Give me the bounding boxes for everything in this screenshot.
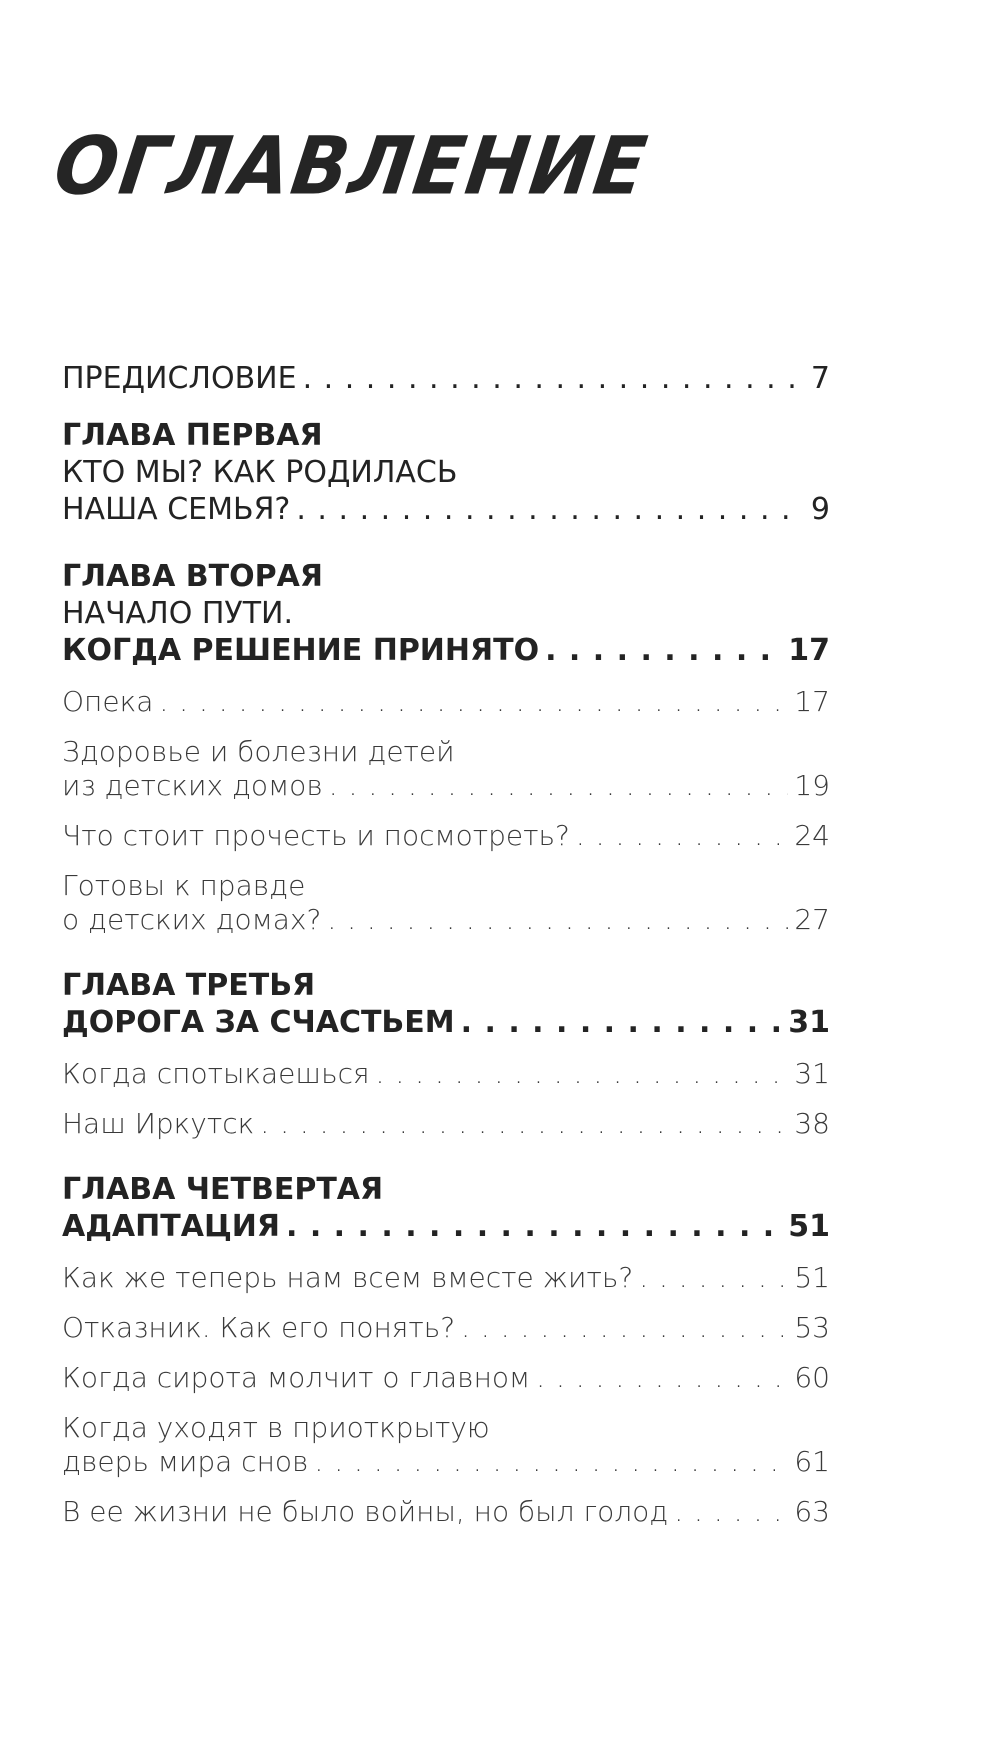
dot-leader: [639, 1261, 788, 1295]
toc-section[interactable]: [62, 819, 830, 853]
toc-entry-title: ПРЕДИСЛОВИЕ: [62, 361, 297, 396]
section-title: Опека: [62, 685, 154, 718]
chapter-label: ГЛАВА ТРЕТЬЯ: [62, 968, 316, 1003]
dot-leader: [536, 1361, 788, 1395]
section-title: Когда спотыкаешься: [62, 1057, 370, 1090]
page-number: 17: [794, 685, 830, 718]
toc-entry-preface[interactable]: [62, 360, 830, 397]
section-title: Готовы к правде: [62, 869, 306, 902]
toc-chapter-2[interactable]: [62, 558, 830, 669]
dot-leader: [327, 903, 788, 937]
section-title: Когда сирота молчит о главном: [62, 1361, 531, 1394]
page-number: 7: [810, 361, 830, 396]
chapter-label: ГЛАВА ВТОРАЯ: [62, 559, 323, 594]
chapter-title-line: НАЧАЛО ПУТИ.: [62, 596, 294, 631]
toc-section[interactable]: [62, 1261, 830, 1295]
section-title: из детских домов: [62, 769, 323, 802]
page-number: 31: [788, 1005, 830, 1040]
chapter-title-line: КОГДА РЕШЕНИЕ ПРИНЯТО: [62, 633, 540, 668]
page-number: 60: [794, 1361, 830, 1394]
dot-leader: [576, 819, 788, 853]
table-of-contents: [62, 360, 830, 1529]
section-title: Когда уходят в приоткрытую: [62, 1411, 490, 1444]
toc-section[interactable]: [62, 1495, 830, 1529]
dot-leader: [303, 360, 805, 397]
toc-chapter-4[interactable]: [62, 1171, 830, 1245]
section-title: Как же теперь нам всем вместе жить?: [62, 1261, 634, 1294]
page-number: 27: [794, 903, 830, 936]
toc-section[interactable]: [62, 1107, 830, 1141]
page-number: 53: [794, 1311, 830, 1344]
page-number: 19: [794, 769, 830, 802]
page-number: 38: [794, 1107, 830, 1140]
dot-leader: [286, 1208, 782, 1245]
chapter-title-line: ДОРОГА ЗА СЧАСТЬЕМ: [62, 1005, 455, 1040]
chapter-title-line: КТО МЫ? КАК РОДИЛАСЬ: [62, 455, 458, 490]
toc-section[interactable]: [62, 1057, 830, 1091]
section-title: Что стоит прочесть и посмотреть?: [62, 819, 570, 852]
section-title: Здоровье и болезни детей: [62, 735, 455, 768]
page-number: 51: [788, 1209, 830, 1244]
toc-section[interactable]: [62, 1411, 830, 1479]
toc-section[interactable]: [62, 869, 830, 937]
toc-section[interactable]: [62, 1311, 830, 1345]
section-title: Наш Иркутск: [62, 1107, 255, 1140]
page-number: 31: [794, 1057, 830, 1090]
toc-section[interactable]: [62, 685, 830, 719]
section-title: Отказник. Как его понять?: [62, 1311, 456, 1344]
dot-leader: [260, 1107, 788, 1141]
page-number: 17: [788, 633, 830, 668]
page-number: 24: [794, 819, 830, 852]
dot-leader: [296, 491, 805, 528]
chapter-label: ГЛАВА ПЕРВАЯ: [62, 418, 323, 453]
dot-leader: [159, 685, 788, 719]
dot-leader: [674, 1495, 788, 1529]
dot-leader: [545, 632, 782, 669]
page-number: 51: [794, 1261, 830, 1294]
chapter-title-line: АДАПТАЦИЯ: [62, 1209, 280, 1244]
dot-leader: [461, 1004, 783, 1041]
chapter-label: ГЛАВА ЧЕТВЕРТАЯ: [62, 1172, 384, 1207]
chapter-title-line: НАША СЕМЬЯ?: [62, 492, 291, 527]
page-number: 63: [794, 1495, 830, 1528]
section-title: о детских домах?: [62, 903, 322, 936]
toc-section[interactable]: [62, 735, 830, 803]
dot-leader: [376, 1057, 789, 1091]
toc-chapter-3[interactable]: [62, 967, 830, 1041]
section-title: дверь мира снов: [62, 1445, 309, 1478]
dot-leader: [314, 1445, 788, 1479]
page-number: 61: [794, 1445, 830, 1478]
dot-leader: [329, 769, 789, 803]
page-number: 9: [810, 492, 830, 527]
section-title: В ее жизни не было войны, но был голод: [62, 1495, 669, 1528]
toc-section[interactable]: [62, 1361, 830, 1395]
dot-leader: [461, 1311, 788, 1345]
page-title: ОГЛАВЛЕНИЕ: [48, 120, 654, 213]
toc-chapter-1[interactable]: [62, 417, 830, 528]
